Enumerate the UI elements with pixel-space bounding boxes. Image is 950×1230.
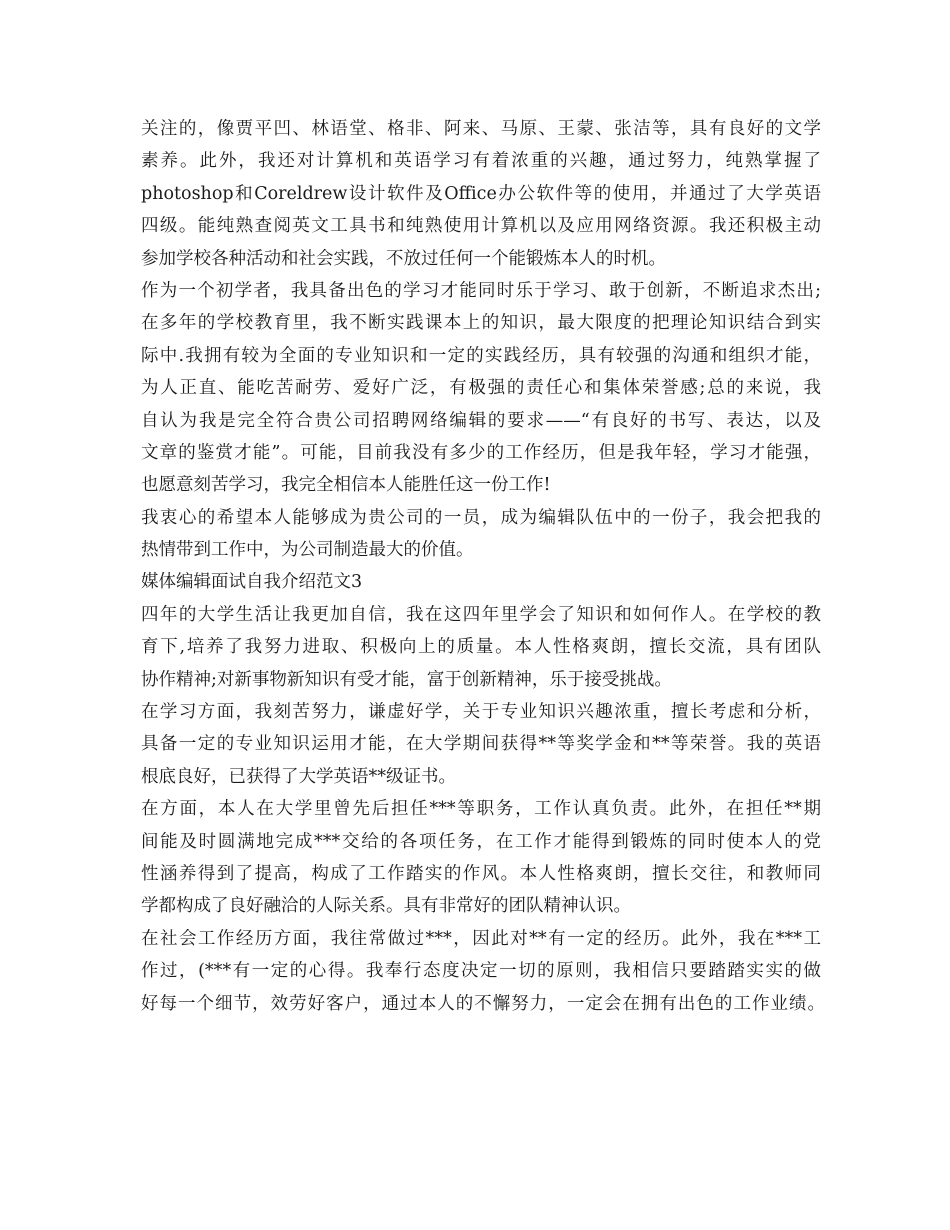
text-line: 热情带到工作中，为公司制造最大的价值。 bbox=[141, 540, 474, 561]
text-line: 根底良好，已获得了大学英语**级证书。 bbox=[141, 766, 456, 787]
text-line: 关注的，像贾平凹、林语堂、格非、阿来、马原、王蒙、张洁等，具有良好的文学 bbox=[141, 119, 821, 139]
text-line: 四级。能纯熟查阅英文工具书和纯熟使用计算机以及应用网络资源。我还积极主动 bbox=[141, 216, 821, 237]
text-line: photoshop和Coreldrew设计软件及Office办公软件等的使用，并通过了大学英语 bbox=[141, 183, 821, 204]
text-line: 好每一个细节，效劳好客户，通过本人的不懈努力，一定会在拥有出色的工作业绩。 bbox=[141, 993, 825, 1014]
text-line: 作为一个初学者，我具备出色的学习才能同时乐于学习、敢于创新，不断追求杰出; bbox=[141, 280, 821, 301]
text-line: 参加学校各种活动和社会实践，不放过任何一个能锻炼本人的时机。 bbox=[141, 248, 666, 269]
text-line: 在社会工作经历方面，我往常做过***，因此对**有一定的经历。此外，我在***工 bbox=[141, 928, 821, 949]
text-line: 也愿意刻苦学习，我完全相信本人能胜任这一份工作! bbox=[141, 475, 551, 496]
document-body bbox=[141, 113, 831, 1020]
text-line: 在学习方面，我刻苦努力，谦虚好学，关于专业知识兴趣浓重，擅长考虑和分析， bbox=[141, 702, 821, 723]
text-line: 间能及时圆满地完成***交给的各项任务，在工作才能得到锻炼的同时使本人的党 bbox=[141, 831, 821, 852]
text-line: 四年的大学生活让我更加自信，我在这四年里学会了知识和如何作人。在学校的教 bbox=[141, 604, 821, 625]
text-line: 性涵养得到了提高，构成了工作踏实的作风。本人性格爽朗，擅长交往，和教师同 bbox=[141, 863, 821, 884]
text-line: 我衷心的希望本人能够成为贵公司的一员，成为编辑队伍中的一份子，我会把我的 bbox=[141, 507, 821, 528]
text-line: 为人正直、能吃苦耐劳、爱好广泛，有极强的责任心和集体荣誉感;总的来说，我 bbox=[141, 378, 821, 399]
text-line: 自认为我是完全符合贵公司招聘网络编辑的要求——“有良好的书写、表达，以及 bbox=[141, 410, 821, 431]
text-line: 在多年的学校教育里，我不断实践课本上的知识，最大限度的把理论知识结合到实 bbox=[141, 313, 821, 334]
text-line: 在方面，本人在大学里曾先后担任***等职务，工作认真负责。此外，在担任**期 bbox=[141, 799, 821, 820]
text-line: 育下,培养了我努力进取、积极向上的质量。本人性格爽朗，擅长交流，具有团队 bbox=[141, 637, 821, 658]
text-line: 学都构成了良好融洽的人际关系。具有非常好的团队精神认识。 bbox=[141, 896, 631, 917]
section-heading: 媒体编辑面试自我介绍范文3 bbox=[141, 572, 363, 593]
text-line: 协作精神;对新事物新知识有受才能，富于创新精神，乐于接受挑战。 bbox=[141, 669, 672, 690]
text-line: 素养。此外，我还对计算机和英语学习有着浓重的兴趣，通过努力，纯熟掌握了 bbox=[141, 151, 821, 172]
text-line: 际中.我拥有较为全面的专业知识和一定的实践经历，具有较强的沟通和组织才能， bbox=[141, 345, 821, 366]
text-line: 文章的鉴赏才能”。可能，目前我没有多少的工作经历，但是我年轻，学习才能强， bbox=[141, 442, 821, 463]
text-line: 作过，(***有一定的心得。我奉行态度决定一切的原则，我相信只要踏踏实实的做 bbox=[141, 961, 821, 982]
text-line: 具备一定的专业知识运用才能，在大学期间获得**等奖学金和**等荣誉。我的英语 bbox=[141, 734, 821, 755]
